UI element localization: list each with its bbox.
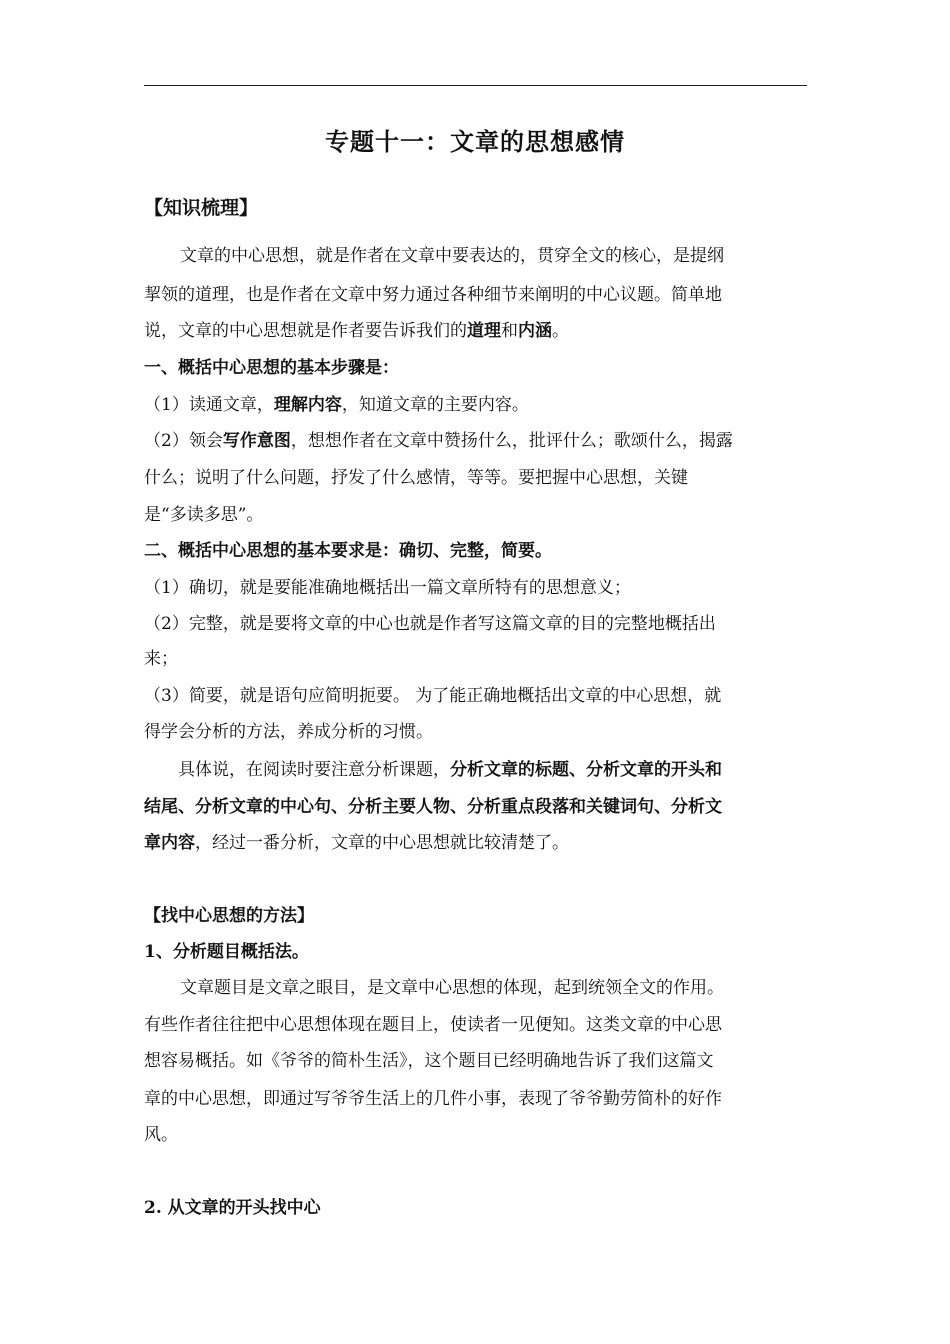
step-1 — [144, 394, 809, 416]
keyword-neihan: 内涵 — [518, 321, 552, 341]
step-2-c: ，想想作者在文章中赞扬什么，批评什么；歌颂什么，揭露 — [290, 431, 733, 451]
detail-keyword-1: 分析文章的标题、分析文章的开头和 — [450, 760, 722, 780]
detail-a: 具体说，在阅读时要注意分析课题， — [178, 760, 450, 780]
step-1-keyword: 理解内容 — [273, 395, 342, 415]
requirement-3-line-2: 得学会分析的方法，养成分析的习惯。 — [144, 722, 433, 742]
intro-line-2: 挈领的道理，也是作者在文章中努力通过各种细节来阐明的中心议题。简单地 — [144, 285, 722, 305]
step-2-line-2: 什么；说明了什么问题，抒发了什么感情，等等。要把握中心思想，关键 — [144, 468, 688, 488]
detail-end: ，经过一番分析，文章的中心思想就比较清楚了。 — [195, 833, 569, 853]
method-1-heading: 1、分析题目概括法。 — [144, 942, 309, 962]
step-1-c: ，知道文章的主要内容。 — [341, 395, 529, 415]
step-2-keyword: 写作意图 — [222, 431, 291, 451]
section-heading-methods: 【找中心思想的方法】 — [144, 906, 314, 926]
detail-keyword-3: 章内容 — [144, 833, 195, 853]
intro-text: 说，文章的中心思想就是作者要告诉我们的 — [144, 321, 467, 341]
keyword-daoli: 道理 — [467, 321, 501, 341]
intro-line-3 — [144, 320, 809, 342]
step-2-line-3: 是“多读多思”。 — [144, 505, 264, 525]
step-1-a: （1）读通文章， — [144, 395, 274, 415]
requirements-heading: 二、概括中心思想的基本要求是：确切、完整，简要。 — [144, 541, 552, 561]
detail-line-1 — [144, 759, 843, 781]
detail-line-2 — [144, 796, 809, 818]
section-heading-knowledge: 【知识梳理】 — [144, 197, 259, 219]
requirement-3-line-1: （3）简要，就是语句应简明扼要。 为了能正确地概括出文章的中心思想，就 — [144, 686, 722, 706]
step-2-line-1 — [144, 430, 809, 452]
method-1-line-4: 章的中心思想，即通过写爷爷生活上的几件小事，表现了爷爷勤劳简朴的好作 — [144, 1089, 722, 1109]
intro-line-1: 文章的中心思想，就是作者在文章中要表达的，贯穿全文的核心，是提纲 — [180, 246, 724, 266]
steps-heading: 一、概括中心思想的基本步骤是： — [144, 358, 399, 378]
step-2-a: （2）领会 — [144, 431, 223, 451]
requirement-2-line-2: 来； — [144, 649, 178, 669]
detail-keyword-2: 结尾、分析文章的中心句、分析主要人物、分析重点段落和关键词句、分析文 — [144, 797, 722, 817]
method-1-line-5: 风。 — [144, 1125, 178, 1145]
method-1-line-2: 有些作者往往把中心思想体现在题目上，使读者一见便知。这类文章的中心思 — [144, 1015, 722, 1035]
header-rule — [144, 85, 807, 86]
requirement-1: （1）确切，就是要能准确地概括出一篇文章所特有的思想意义； — [144, 578, 631, 598]
detail-line-3 — [144, 832, 809, 854]
requirement-2-line-1: （2）完整，就是要将文章的中心也就是作者写这篇文章的目的完整地概括出 — [144, 614, 716, 634]
page-title: 专题十一：文章的思想感情 — [325, 127, 625, 156]
intro-text-end: 。 — [552, 321, 569, 341]
method-2-heading: 2. 从文章的开头找中心 — [144, 1198, 321, 1218]
intro-text-he: 和 — [501, 321, 518, 341]
method-1-line-3: 想容易概括。如《爷爷的简朴生活》，这个题目已经明确地告诉了我们这篇文 — [144, 1051, 714, 1071]
method-1-line-1: 文章题目是文章之眼目，是文章中心思想的体现，起到统领全文的作用。 — [180, 978, 724, 998]
